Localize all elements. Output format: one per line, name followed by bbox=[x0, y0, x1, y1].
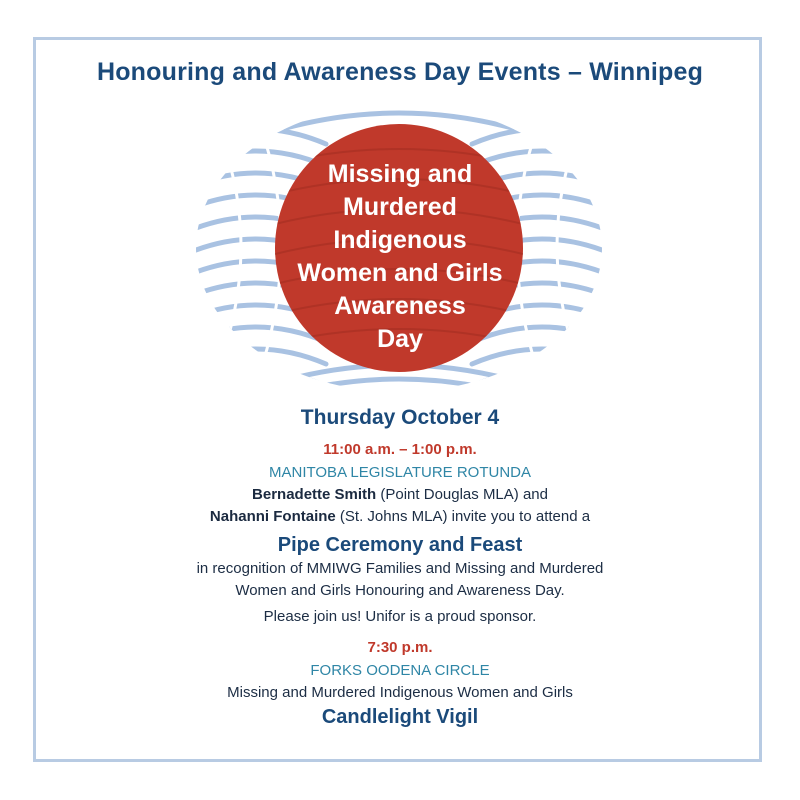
emblem-line: Missing and bbox=[327, 160, 473, 188]
event2-description: Missing and Murdered Indigenous Women and Girls bbox=[227, 684, 573, 701]
event1-description-2: Women and Girls Honouring and Awareness Day. bbox=[235, 582, 565, 599]
emblem-line: Day bbox=[377, 325, 423, 353]
emblem-heading bbox=[0, 158, 800, 356]
event1-host-line-1 bbox=[0, 484, 800, 506]
emblem-line: Women and Girls bbox=[297, 259, 503, 287]
event1-name: Pipe Ceremony and Feast bbox=[277, 534, 523, 556]
host2-name: Nahanni Fontaine bbox=[209, 508, 336, 525]
emblem-line: Murdered bbox=[343, 193, 457, 221]
event1-description-1: in recognition of MMIWG Families and Missing and Murdered bbox=[196, 560, 604, 577]
event2-venue: FORKS OODENA CIRCLE bbox=[310, 662, 490, 679]
event-details bbox=[0, 406, 800, 730]
event1-venue: MANITOBA LEGISLATURE ROTUNDA bbox=[269, 464, 531, 481]
host1-name: Bernadette Smith bbox=[252, 486, 377, 503]
event2-time: 7:30 p.m. bbox=[367, 639, 433, 656]
event1-sponsor-note: Please join us! Unifor is a proud sponsor. bbox=[263, 608, 537, 625]
emblem-line: Awareness bbox=[334, 292, 466, 320]
event1-time: 11:00 a.m. – 1:00 p.m. bbox=[323, 441, 477, 458]
page-title: Honouring and Awareness Day Events – Winnipeg bbox=[96, 58, 704, 86]
host2-role: (St. Johns MLA) invite you to attend a bbox=[335, 508, 591, 525]
event-date: Thursday October 4 bbox=[300, 406, 500, 429]
host1-role: (Point Douglas MLA) and bbox=[376, 486, 548, 503]
event1-host-line-2 bbox=[0, 506, 800, 528]
event2-name: Candlelight Vigil bbox=[321, 706, 479, 728]
emblem-line: Indigenous bbox=[333, 226, 467, 254]
